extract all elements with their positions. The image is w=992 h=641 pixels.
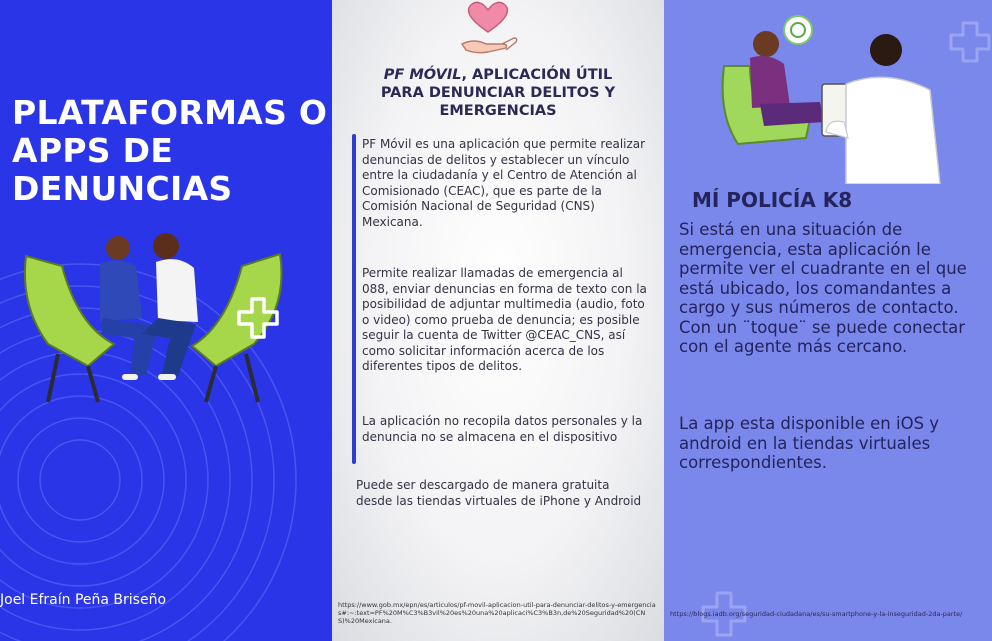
middle-paragraph-4: Puede ser descargado de manera gratuita desde las tiendas virtuales de iPhone y Android xyxy=(356,478,642,508)
left-title-line-1: PLATAFORMAS O xyxy=(12,93,328,132)
left-panel xyxy=(0,0,332,641)
right-source-link[interactable]: https://blogs.iadb.org/seguridad-ciudadana/es/su-smartphone-y-la-inseguridad-2da-parte/ xyxy=(670,610,963,618)
right-paragraph-2: La app esta disponible en iOS y android en la tiendas virtuales correspondientes. xyxy=(679,414,940,472)
middle-panel xyxy=(332,0,664,641)
middle-paragraph-3: La aplicación no recopila datos personales y la denuncia no se almacena en el dispositivo xyxy=(362,414,643,444)
middle-title-line-3: EMERGENCIAS xyxy=(439,103,557,119)
middle-title-italic: PF MÓVIL xyxy=(383,67,462,83)
heart-hand-icon xyxy=(456,0,520,58)
middle-title-line-2: PARA DENUNCIAR DELITOS Y xyxy=(380,85,616,101)
middle-title-rest: , APLICACIÓN ÚTIL xyxy=(461,67,613,83)
middle-source-link[interactable]: https://www.gob.mx/epn/es/articulos/pf-movil-aplicacion-util-para-denunciar-delitos-y-emergencias#:~:text=PF%20M%C3%B3vil%20es%20una%20aplicaci%C3%B3n,de%20Seguridad%20(CNS)%20Mexicana. xyxy=(338,601,656,625)
left-title-line-2: APPS DE xyxy=(12,131,174,170)
plus-outline-icon xyxy=(948,20,992,64)
right-paragraph-1: Si está en una situación de emergencia, esta aplicación le permite ver el cuadrante en el que está ubicado, los comandantes a cargo y sus números de contacto. Con un ¨toque¨ se puede conectar con el agente más cercano. xyxy=(679,220,967,356)
plus-icon xyxy=(236,296,280,340)
doctor-patient-illustration xyxy=(716,14,946,184)
left-title xyxy=(12,94,332,208)
right-panel xyxy=(664,0,992,641)
author-name: Joel Efraín Peña Briseño xyxy=(0,592,167,608)
accent-bar xyxy=(352,134,356,464)
middle-paragraph-1: PF Móvil es una aplicación que permite realizar denuncias de delitos y establecer un vínculo entre la ciudadanía y el Centro de Atención al Comisionado (CEAC), que es parte de la Comisión Nacional de Seguridad (CNS) Mexicana. xyxy=(362,137,646,229)
left-title-line-3: DENUNCIAS xyxy=(12,169,233,208)
middle-title xyxy=(354,66,642,120)
middle-paragraph-2: Permite realizar llamadas de emergencia al 088, enviar denuncias en forma de texto con la posibilidad de adjuntar multimedia (audio, foto o video) como prueba de denuncia; es posible seguir la cuenta de Twitter @CEAC_CNS, así como solicitar información acerca de los diferentes tipos de delitos. xyxy=(362,266,647,373)
right-title: MÍ POLICÍA K8 xyxy=(692,188,853,212)
